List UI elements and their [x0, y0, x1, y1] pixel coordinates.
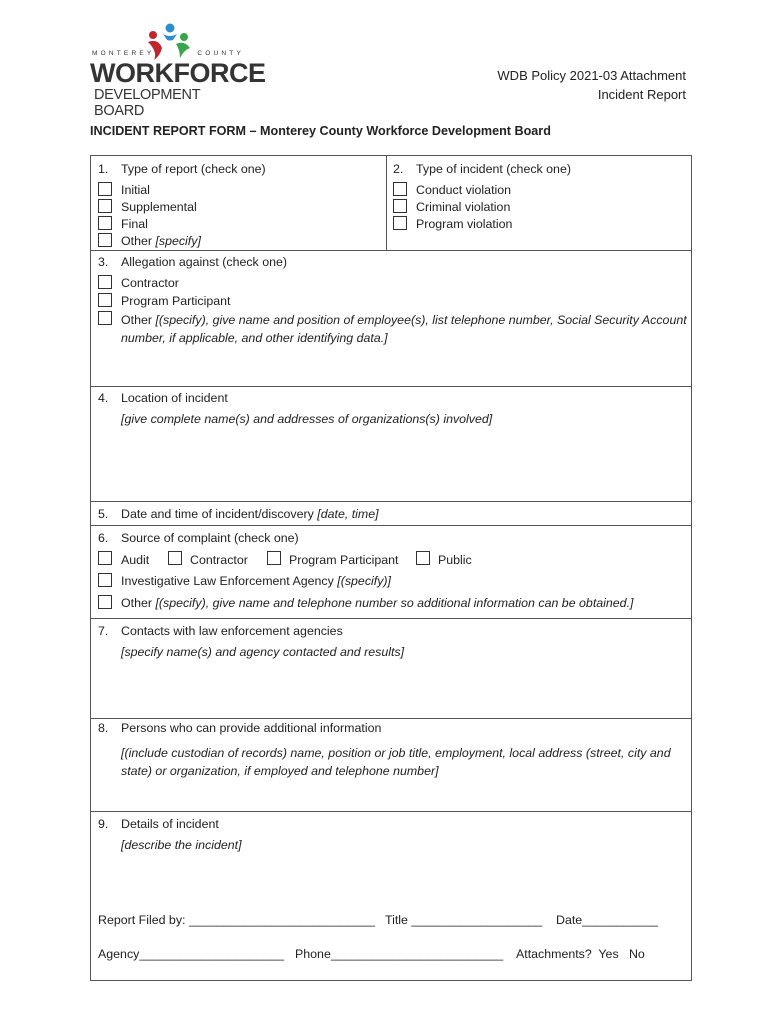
- s1-initial-checkbox[interactable]: [98, 182, 112, 196]
- s1-other-text: Other: [121, 234, 156, 248]
- s2-program-label: Program violation: [416, 217, 513, 231]
- title-field[interactable]: Title ___________________: [385, 913, 543, 927]
- logo-county-left: MONTEREY: [92, 50, 155, 57]
- s8-number: 8.: [98, 721, 109, 735]
- s2-criminal-label: Criminal violation: [416, 200, 511, 214]
- s1-other-label: [121, 234, 201, 248]
- logo-development-board-text: DEVELOPMENT BOARD: [94, 87, 201, 119]
- s8-hint: [(include custodian of records) name, position or job title, employment, local address (street, city and state) or organization, if employed and telephone number]: [121, 746, 671, 778]
- s7-number: 7.: [98, 624, 109, 638]
- s6-number: 6.: [98, 531, 109, 545]
- section-divider: [91, 718, 691, 719]
- s3-other-text: Other: [121, 313, 156, 327]
- s9-label: Details of incident: [121, 817, 219, 831]
- s4-label: Location of incident: [121, 391, 228, 405]
- phone-field[interactable]: Phone_________________________: [295, 947, 504, 961]
- s1-final-label: Final: [121, 217, 148, 231]
- logo-county-text: [92, 50, 250, 57]
- s5-number: 5.: [98, 507, 109, 521]
- s6-public-checkbox[interactable]: [416, 551, 430, 565]
- s1-initial-label: Initial: [121, 183, 150, 197]
- s6-audit-checkbox[interactable]: [98, 551, 112, 565]
- s2-conduct-checkbox[interactable]: [393, 182, 407, 196]
- s6-other-label: [121, 596, 633, 610]
- s2-program-checkbox[interactable]: [393, 216, 407, 230]
- s6-participant-label: Program Participant: [289, 553, 399, 567]
- s9-number: 9.: [98, 817, 109, 831]
- incident-form: [90, 155, 692, 981]
- section-divider: [91, 501, 691, 502]
- s1-label: Type of report (check one): [121, 162, 266, 176]
- logo-workforce-text: WORKFORCE: [90, 58, 266, 88]
- s4-number: 4.: [98, 391, 109, 405]
- logo-county-right: COUNTY: [197, 50, 244, 57]
- s3-other-hint: [(specify), give name and position of employee(s), list telephone number, Social Security Account number, if applicable, and other identifying data.]: [121, 313, 687, 345]
- policy-label: WDB Policy 2021-03 Attachment: [497, 68, 686, 83]
- s3-contractor-checkbox[interactable]: [98, 275, 112, 289]
- workforce-logo: [90, 24, 266, 119]
- s2-criminal-checkbox[interactable]: [393, 199, 407, 213]
- s2-number: 2.: [393, 162, 404, 176]
- s6-law-enforcement-text: Investigative Law Enforcement Agency: [121, 574, 338, 588]
- form-title: INCIDENT REPORT FORM – Monterey County Workforce Development Board: [90, 124, 551, 138]
- report-subtitle: Incident Report: [597, 87, 686, 102]
- header-info: [497, 66, 686, 104]
- s3-other-label: [121, 311, 691, 347]
- s5-hint: [date, time]: [317, 507, 379, 521]
- agency-field[interactable]: Agency_____________________: [98, 947, 285, 961]
- section-divider: [91, 525, 691, 526]
- s1-supplemental-label: Supplemental: [121, 200, 197, 214]
- section-divider: [91, 811, 691, 812]
- s3-participant-label: Program Participant: [121, 294, 231, 308]
- s1-other-hint: [specify]: [155, 234, 201, 248]
- s1-number: 1.: [98, 162, 109, 176]
- s5-label-text: Date and time of incident/discovery: [121, 507, 318, 521]
- s4-hint: [give complete name(s) and addresses of organizations(s) involved]: [121, 412, 493, 426]
- s5-label: [121, 507, 379, 521]
- s6-audit-label: Audit: [121, 553, 150, 567]
- s6-law-enforcement-checkbox[interactable]: [98, 573, 112, 587]
- s3-contractor-label: Contractor: [121, 276, 179, 290]
- s6-public-label: Public: [438, 553, 472, 567]
- s6-contractor-checkbox[interactable]: [168, 551, 182, 565]
- s7-hint: [specify name(s) and agency contacted and results]: [121, 645, 405, 659]
- s7-label: Contacts with law enforcement agencies: [121, 624, 343, 638]
- s6-other-checkbox[interactable]: [98, 595, 112, 609]
- attachments-field[interactable]: Attachments? Yes No: [516, 947, 645, 961]
- s8-label: Persons who can provide additional information: [121, 721, 382, 735]
- s6-label: Source of complaint (check one): [121, 531, 299, 545]
- date-field[interactable]: Date___________: [556, 913, 658, 927]
- s6-contractor-label: Contractor: [190, 553, 248, 567]
- s9-hint: [describe the incident]: [121, 838, 242, 852]
- s6-participant-checkbox[interactable]: [267, 551, 281, 565]
- s6-law-enforcement-hint: [(specify)]: [337, 574, 391, 588]
- section-divider: [91, 386, 691, 387]
- s3-number: 3.: [98, 255, 109, 269]
- s6-other-hint: [(specify), give name and telephone number so additional information can be obtained.]: [155, 596, 634, 610]
- s6-other-text: Other: [121, 596, 156, 610]
- report-filed-by-field[interactable]: Report Filed by: ___________________________: [98, 913, 375, 927]
- s2-label: Type of incident (check one): [416, 162, 571, 176]
- s3-participant-checkbox[interactable]: [98, 293, 112, 307]
- s2-conduct-label: Conduct violation: [416, 183, 512, 197]
- s3-label: Allegation against (check one): [121, 255, 287, 269]
- section-divider: [91, 250, 691, 251]
- s1-other-checkbox[interactable]: [98, 233, 112, 247]
- s1-supplemental-checkbox[interactable]: [98, 199, 112, 213]
- s3-other-checkbox[interactable]: [98, 311, 112, 325]
- section-divider-vertical: [386, 156, 387, 250]
- s1-final-checkbox[interactable]: [98, 216, 112, 230]
- s6-law-enforcement-label: [121, 574, 391, 588]
- section-divider: [91, 618, 691, 619]
